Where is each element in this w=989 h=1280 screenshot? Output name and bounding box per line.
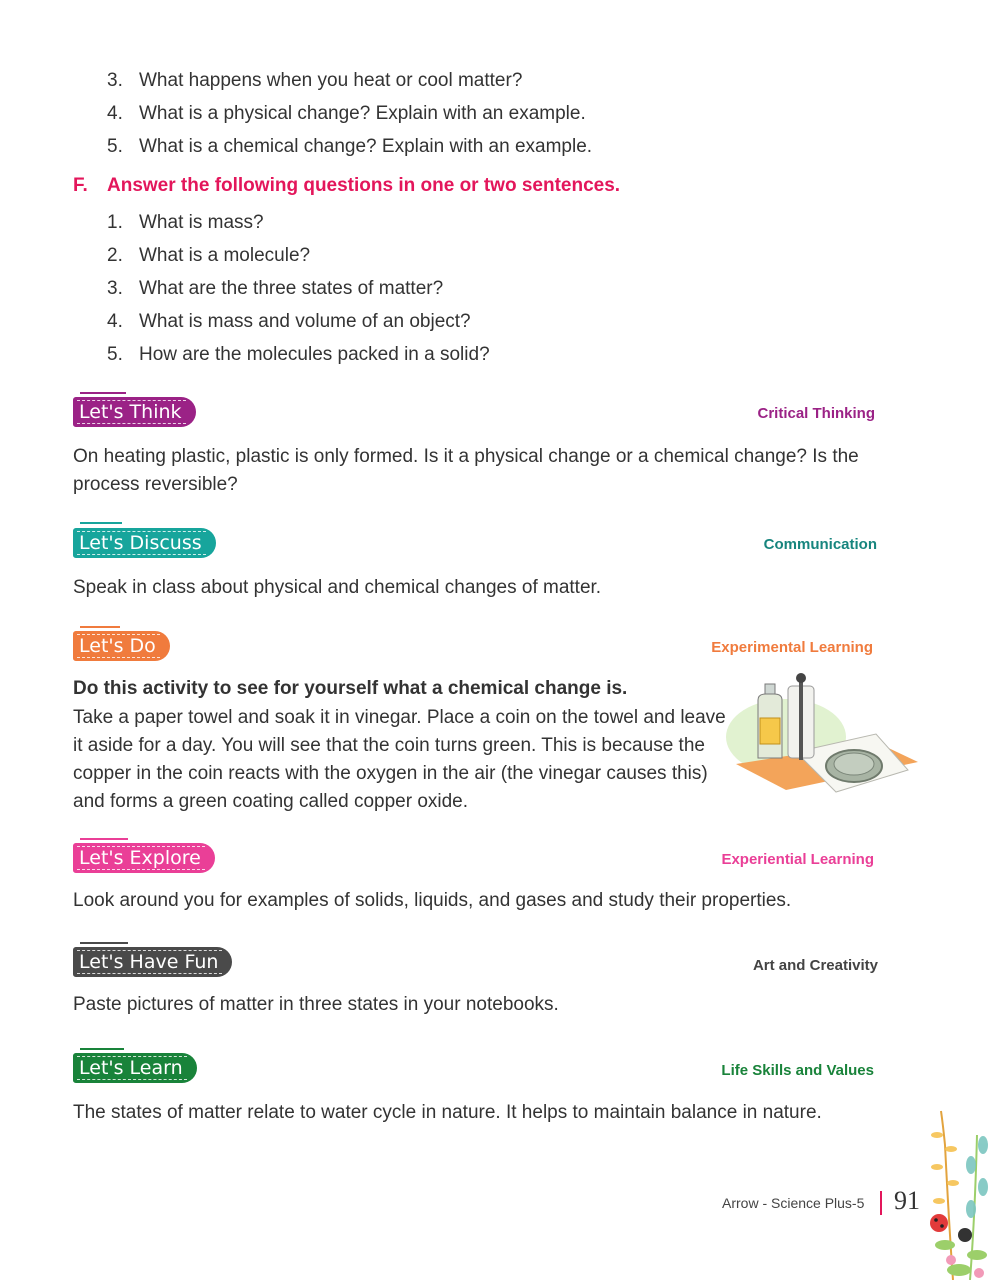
question-text: What happens when you heat or cool matter?: [139, 70, 523, 91]
flower: [946, 1255, 956, 1265]
section-f-title: Answer the following questions in one or two sentences.: [107, 175, 621, 196]
leaf-stem: [941, 1111, 953, 1280]
do-paragraph: Take a paper towel and soak it in vinegar. Place a coin on the towel and leave it aside for a day. You will see that the coin turns green. This is because the copper in the coin reacts with the oxygen in the air (the vinegar causes this) and forms a green coating called copper oxide.: [73, 707, 726, 812]
towel-holder-rod: [799, 676, 803, 760]
skill-label-life-skills-and-values: Life Skills and Values: [721, 1062, 874, 1079]
question-text: What are the three states of matter?: [139, 278, 444, 299]
badge-decoration: [80, 522, 122, 524]
book-title: Arrow - Science Plus-5: [722, 1195, 865, 1211]
leaf: [935, 1240, 955, 1250]
leaf: [947, 1180, 959, 1186]
leaf: [967, 1250, 987, 1260]
question-item: [107, 103, 586, 125]
question-item: [107, 278, 443, 300]
flower: [974, 1268, 984, 1278]
page-number: 91: [894, 1186, 920, 1215]
think-paragraph: On heating plastic, plastic is only formed. Is it a physical change or a chemical change? Is the process reversible?: [73, 446, 859, 495]
question-number: 3.: [107, 278, 123, 299]
leaf: [933, 1198, 945, 1204]
badge-label: Let's Discuss: [79, 532, 202, 554]
question-text: What is mass and volume of an object?: [139, 311, 471, 332]
badge-decoration: [80, 838, 128, 840]
question-number: 4.: [107, 311, 123, 332]
badge-decoration: [80, 1048, 124, 1050]
question-number: 4.: [107, 103, 123, 124]
lets-discuss-badge: [73, 528, 216, 558]
question-item: [107, 344, 490, 366]
leaf: [931, 1132, 943, 1138]
footer-divider: [880, 1191, 882, 1215]
lets-have-fun-badge: [73, 947, 232, 977]
bottle-label: [760, 718, 780, 744]
question-item: [107, 212, 264, 234]
badge-label: Let's Think: [79, 401, 182, 423]
badge-label: Let's Do: [79, 635, 156, 657]
discuss-paragraph: Speak in class about physical and chemical changes of matter.: [73, 577, 602, 598]
coin-inner: [834, 753, 874, 775]
badge-label: Let's Learn: [79, 1057, 183, 1079]
skill-label-art-and-creativity: Art and Creativity: [752, 957, 878, 974]
question-number: 2.: [107, 245, 123, 266]
badge-decoration: [80, 942, 128, 944]
question-text: What is a molecule?: [139, 245, 311, 266]
question-number: 3.: [107, 70, 123, 91]
question-item: [107, 136, 592, 158]
learn-paragraph: The states of matter relate to water cycle in nature. It helps to maintain balance in nature.: [73, 1102, 822, 1123]
skill-label-communication: Communication: [763, 536, 877, 553]
ladybug-spot: [940, 1224, 944, 1228]
question-item: [107, 245, 310, 267]
question-item: [107, 70, 522, 92]
explore-paragraph: Look around you for examples of solids, liquids, and gases and study their properties.: [73, 890, 792, 911]
lets-explore-badge: [73, 843, 215, 873]
leaf: [966, 1200, 976, 1218]
lets-think-badge: [73, 397, 196, 427]
question-number: 5.: [107, 344, 123, 365]
question-number: 5.: [107, 136, 123, 157]
badge-decoration: [80, 392, 126, 394]
skill-label-experimental-learning: Experimental Learning: [711, 639, 873, 656]
question-text: What is a chemical change? Explain with an example.: [139, 136, 593, 157]
fun-paragraph: Paste pictures of matter in three states in your notebooks.: [73, 994, 559, 1015]
vinegar-coin-illustration: [726, 672, 921, 807]
bug-icon: [958, 1228, 972, 1242]
ladybug: [930, 1214, 948, 1232]
towel-holder-knob: [796, 673, 806, 683]
leaf: [978, 1136, 988, 1154]
question-text: How are the molecules packed in a solid?: [139, 344, 490, 365]
question-text: What is a physical change? Explain with an example.: [139, 103, 586, 124]
lets-do-badge: [73, 631, 170, 661]
leaf: [931, 1164, 943, 1170]
leaf: [978, 1178, 988, 1196]
leaf: [947, 1264, 971, 1276]
leaf: [966, 1156, 976, 1174]
question-item: [107, 311, 471, 333]
question-number: 1.: [107, 212, 123, 233]
question-text: What is mass?: [139, 212, 264, 233]
badge-label: Let's Have Fun: [79, 951, 219, 973]
do-bold-line: Do this activity to see for yourself what a chemical change is.: [73, 678, 628, 699]
leaf: [945, 1146, 957, 1152]
skill-label-critical-thinking: Critical Thinking: [757, 405, 875, 422]
badge-decoration: [80, 626, 120, 628]
section-f-heading: [73, 175, 620, 197]
ladybug-spot: [934, 1218, 938, 1222]
badge-label: Let's Explore: [79, 847, 201, 869]
lets-learn-badge: [73, 1053, 197, 1083]
skill-label-experiential-learning: Experiential Learning: [721, 851, 874, 868]
floral-decoration: [915, 1105, 989, 1280]
section-f-label: F.: [73, 175, 88, 196]
